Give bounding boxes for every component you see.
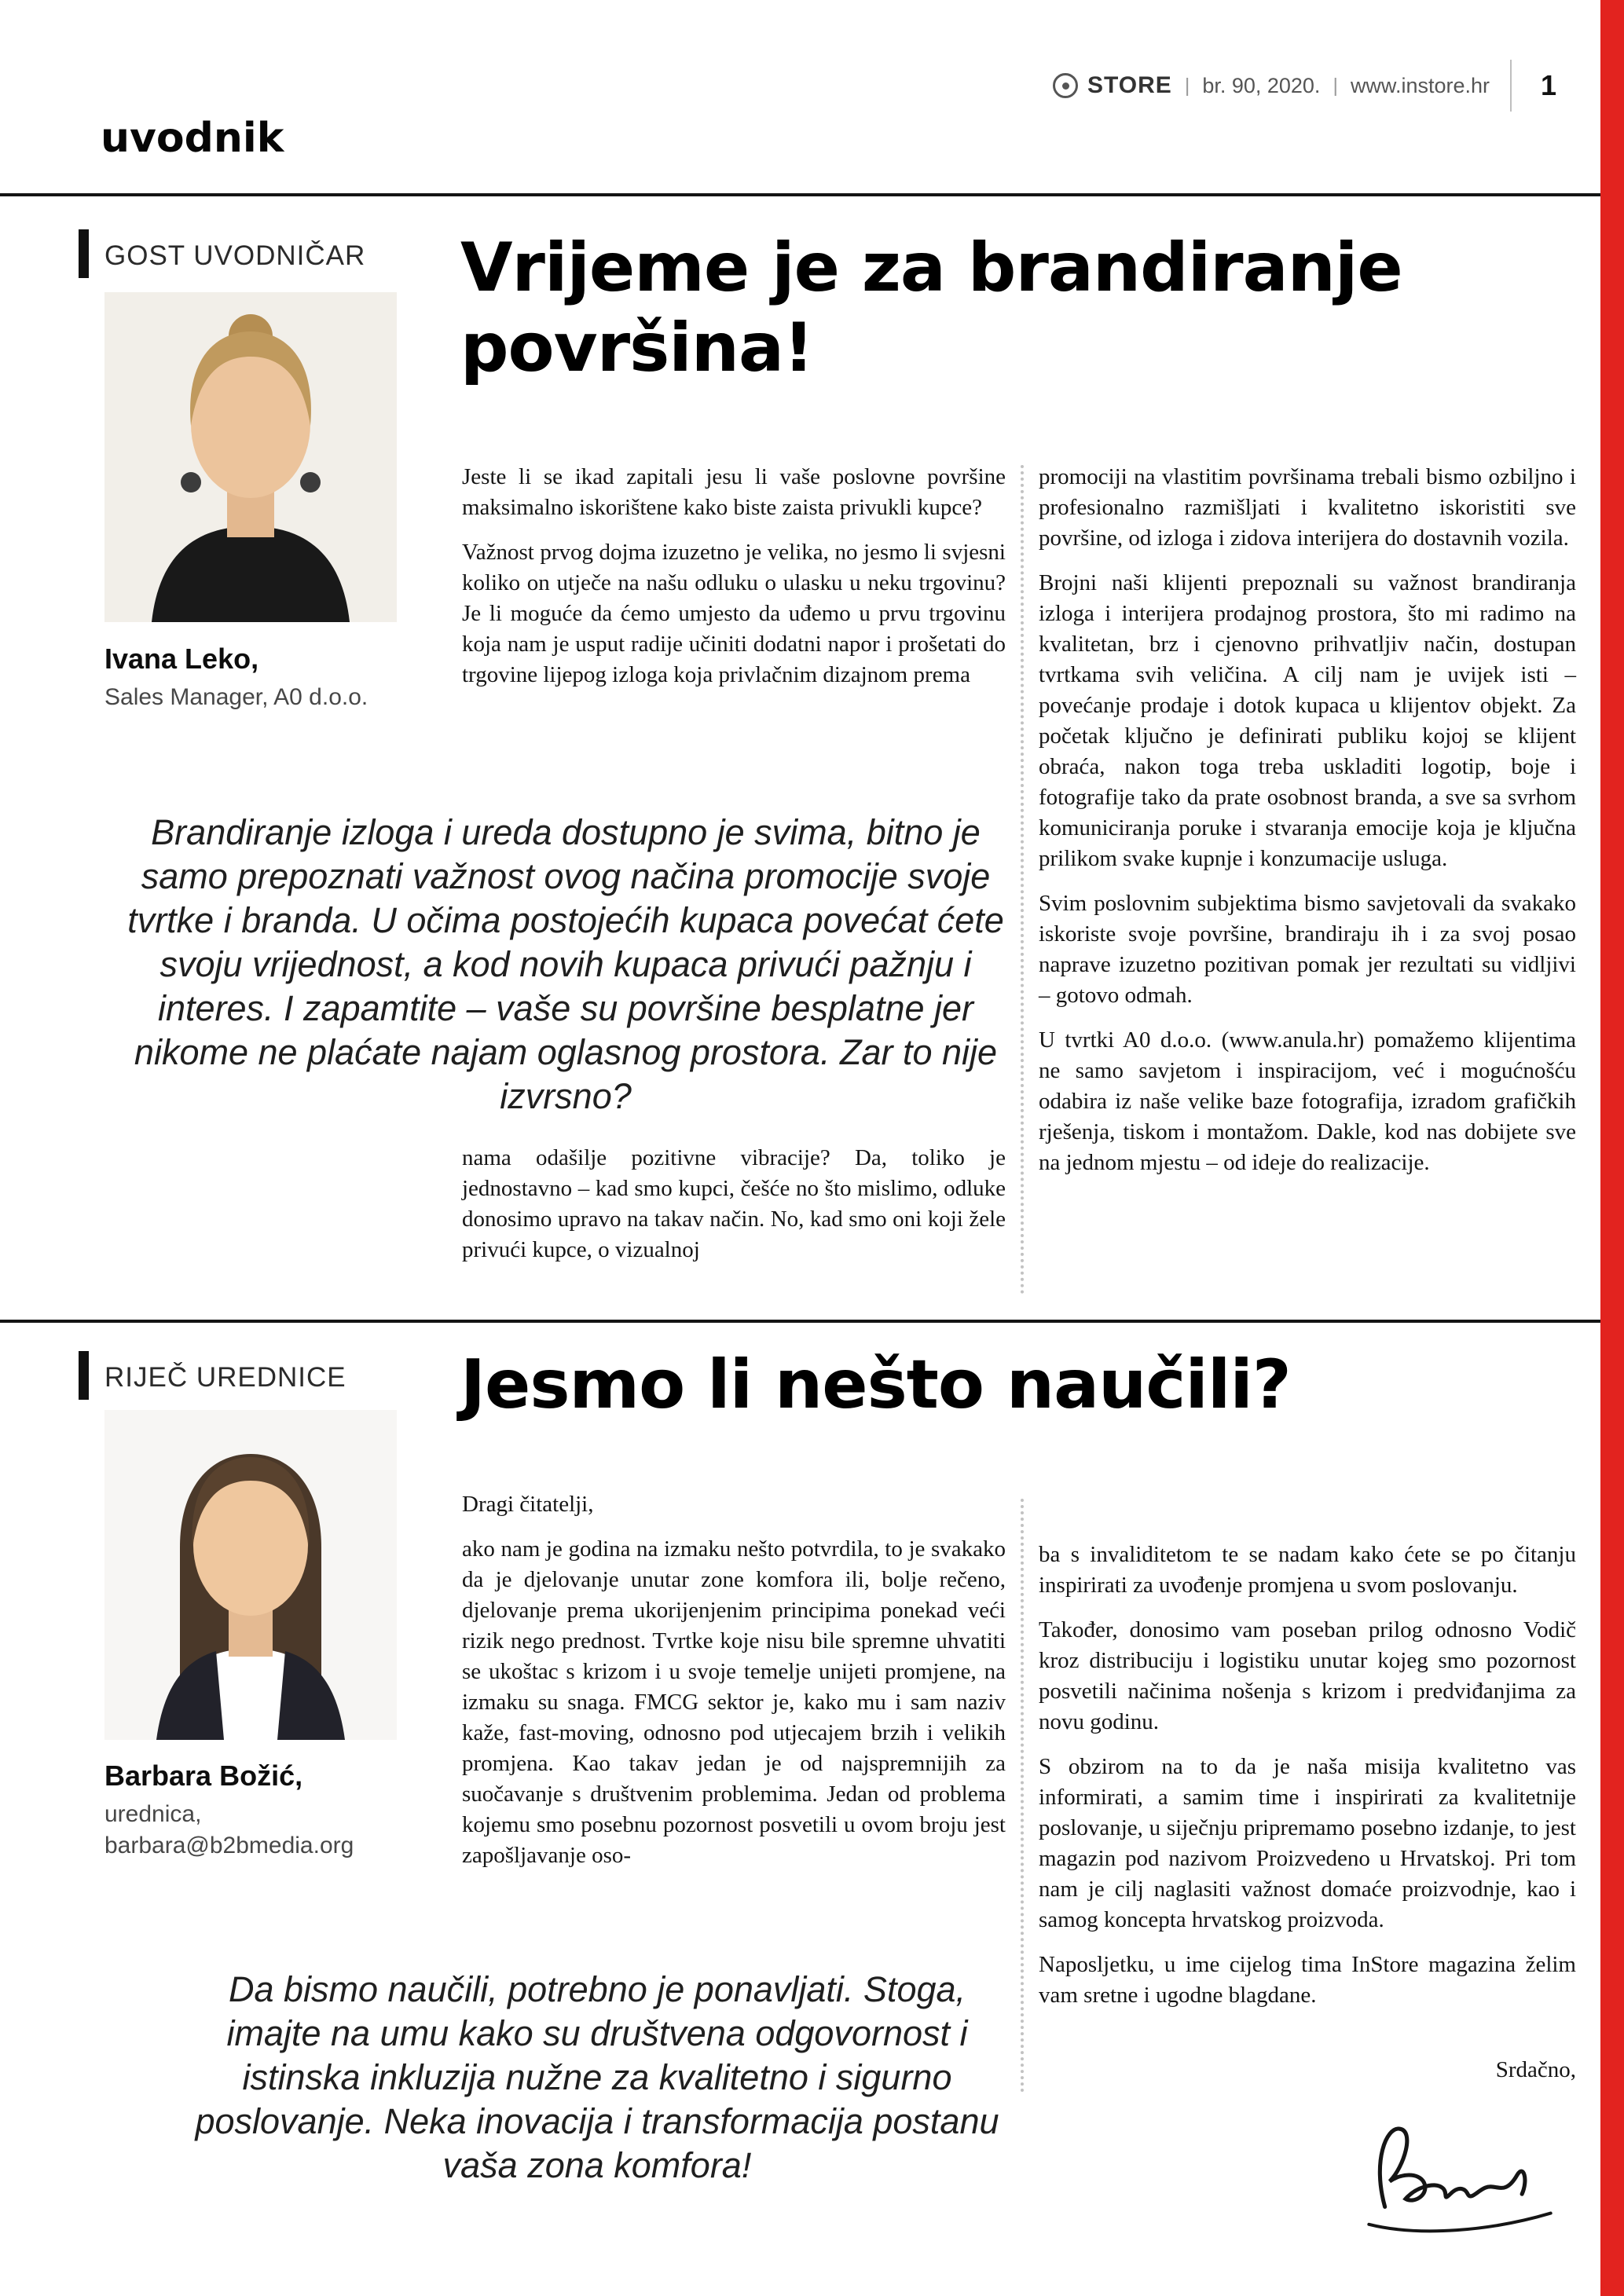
- masthead: [1053, 72, 1490, 99]
- paragraph: ba s invaliditetom te se nadam kako ćete se po čitanju inspirirati za uvođenje promjena u svom poslovanju.: [1039, 1542, 1576, 1598]
- section-label-editor-word: [79, 1351, 346, 1400]
- article1-column-right: [1039, 462, 1576, 1178]
- portrait-illustration: [104, 292, 397, 622]
- instore-logo-icon: [1053, 73, 1078, 98]
- article1-column-left-continued: [462, 1143, 1006, 1265]
- issue-number: br. 90, 2020.: [1202, 73, 1321, 97]
- author-photo-barbara-bozic: [104, 1410, 397, 1740]
- author-role: urednica,: [104, 1801, 202, 1827]
- paragraph: nama odašilje pozitivne vibracije? Da, toliko je jednostavno – kad smo kupci, češće no što mislimo, odluke donosimo upravo na takav način. No, kad smo oni koji žele privući kupce, o vizualnoj: [462, 1145, 1006, 1262]
- closing-salutation: Srdačno,: [1495, 2057, 1576, 2082]
- column-divider-dotted: [1021, 1499, 1024, 2093]
- portrait-illustration: [104, 1410, 397, 1740]
- article2-column-left: [462, 1489, 1006, 1871]
- author-photo-ivana-leko: [104, 292, 397, 622]
- page-edge-accent-bar: [1600, 0, 1624, 2296]
- header-separator: |: [1184, 74, 1190, 97]
- author-byline: [104, 643, 368, 713]
- paragraph: Jeste li se ikad zapitali jesu li vaše poslovne površine maksimalno iskorištene kako biste zaista privukli kupce?: [462, 464, 1006, 520]
- paragraph: U tvrtki A0 d.o.o. (www.anula.hr) pomažemo klijentima ne samo savjetom i inspiracijom, već i mogućnošću odabira iz naše velike baze fotografija, izradom grafičkih rješenja, tiskom i montažom. Dakle, kod nas dobijete sve na jednom mjestu – od ideje do realizacije.: [1039, 1027, 1576, 1175]
- title-line: površina!: [460, 309, 814, 387]
- page-number: 1: [1540, 69, 1557, 101]
- editor-signature: [1348, 2104, 1571, 2258]
- article-title-brandiranje: [460, 228, 1584, 388]
- paragraph: S obzirom na to da je naša misija kvalitetno vas informirati, a samim time i inspirirati za kvalitetnije poslovanje, u siječnju pripremamo posebno izdanje, to jest magazin pod nazivom Proizvedeno u Hrvatskoj. Pri tom nam je cilj naglasiti važnost domaće proizvodnje, kao i samog koncepta hrvatskog proizvoda.: [1039, 1754, 1576, 1932]
- author-email: barbara@b2bmedia.org: [104, 1833, 354, 1858]
- header-separator: |: [1333, 74, 1338, 97]
- paragraph: Dragi čitatelji,: [462, 1492, 594, 1517]
- author-name: Barbara Božić,: [104, 1760, 303, 1792]
- title-line: Vrijeme je za brandiranje: [460, 229, 1402, 307]
- brand-name: STORE: [1087, 72, 1172, 98]
- paragraph: Naposljetku, u ime cijelog tima InStore magazina želim vam sretne i ugodne blagdane.: [1039, 1952, 1576, 2008]
- signature-illustration: [1348, 2104, 1571, 2258]
- section-label-text: RIJEČ UREDNICE: [104, 1362, 346, 1393]
- page-header: [0, 60, 1565, 112]
- paragraph: Svim poslovnim subjektima bismo savjetovali da svakako iskoriste svoje površine, brandiraju ih i za svoj posao naprave izuzetno pozitivan pomak jer rezultati su vidljivi – gotovo odmah.: [1039, 891, 1576, 1008]
- paragraph: promociji na vlastitim površinama trebali bismo ozbiljno i profesionalno razmišljati i kvalitetno iskoristiti sve površine, od izloga i zidova interijera do dostavnih vozila.: [1039, 464, 1576, 551]
- article2-column-right: [1039, 1540, 1576, 2085]
- section-rule-middle: [0, 1320, 1600, 1323]
- page-section-title: uvodnik: [101, 115, 284, 162]
- title-line: Jesmo li nešto naučili?: [460, 1346, 1291, 1424]
- section-label-text: GOST UVODNIČAR: [104, 240, 366, 271]
- pull-quote-naucili: Da bismo naučili, potrebno je ponavljati. Stoga, imajte na umu kako su društvena odgovornost i istinska inkluzija nužne za kvalitetno i sigurno poslovanje. Neka inovacija i transformacija postanu vaša zona komfora!: [195, 1969, 999, 2185]
- pull-quote-brandiranje: Brandiranje izloga i ureda dostupno je svima, bitno je samo prepoznati važnost ovog načina promocije svoje tvrtke i branda. U očima postojećih kupaca povećat ćete svoju vrijednost, a kod novih kupaca privući pažnju i interes. I zapamtite – vaše su površine besplatne jer nikome ne plaćate najam oglasnog prostora. Zar to nije izvrsno?: [127, 812, 1004, 1116]
- label-accent-bar: [79, 229, 89, 278]
- paragraph: Brojni naši klijenti prepoznali su važnost brandiranja izloga i interijera prodajnog prostora, što mi radimo na kvalitetan, brz i cjenovno prihvatljiv način, dostupan tvrtkama svih veličina. A cilj nam je uvijek isti – povećanje prodaje i dotok kupaca u klijentov objekt. Za početak ključno je definirati publiku kojoj se klijent obraća, nakon toga treba uskladiti logotip, boje i fotografije tako da prate osobnost branda, a sve sa svrhom komuniciranja poruke i stvaranja emocije koja je ključna prilikom svake kupnje i konzumacije usluga.: [1039, 570, 1576, 871]
- paragraph: ako nam je godina na izmaku nešto potvrdila, to je svakako da je djelovanje unutar zone komfora ili, bolje rečeno, djelovanje prema ukorijenjenim principima ponekad veći rizik nego prednost. Tvrtke koje nisu bile spremne uhvatiti se ukoštac s krizom i u svoje temelje unijeti promjene, na izmaku su snaga. FMCG sektor je, kako mu i sam naziv kaže, fast-moving, odnosno pod utjecajem brzih i velikih promjena. Kao takav jedan je od najspremnijih za suočavanje s društvenim problemima. Jedan od problema kojemu smo posebnu pozornost posvetili u ovom broju jest zapošljavanje oso-: [462, 1536, 1006, 1868]
- author-byline: [104, 1760, 354, 1862]
- section-rule-top: [0, 193, 1600, 196]
- website-url: www.instore.hr: [1350, 73, 1490, 97]
- instore-logo-dot: [1062, 82, 1069, 90]
- label-accent-bar: [79, 1351, 89, 1400]
- column-divider-dotted: [1021, 465, 1024, 1294]
- author-name: Ivana Leko,: [104, 643, 259, 675]
- paragraph: Važnost prvog dojma izuzetno je velika, no jesmo li svjesni koliko on utječe na našu odluku o ulasku u neku trgovinu? Je li moguće da ćemo umjesto da uđemo u prvu trgovinu koja nam je usput radije učiniti dodatni napor i prošetati do trgovine lijepog izloga koja privlačnim dizajnom prema: [462, 540, 1006, 687]
- article-title-naucili: [460, 1345, 1584, 1425]
- article1-column-left: [462, 462, 1006, 690]
- header-divider: [1510, 60, 1512, 112]
- paragraph: Također, donosimo vam poseban prilog odnosno Vodič kroz distribuciju i logistiku unutar kojeg smo pozornost posvetili načinima nošenja s krizom i predviđanjima za novu godinu.: [1039, 1617, 1576, 1734]
- author-role: Sales Manager, A0 d.o.o.: [104, 684, 368, 710]
- section-label-guest-editor: [79, 229, 365, 278]
